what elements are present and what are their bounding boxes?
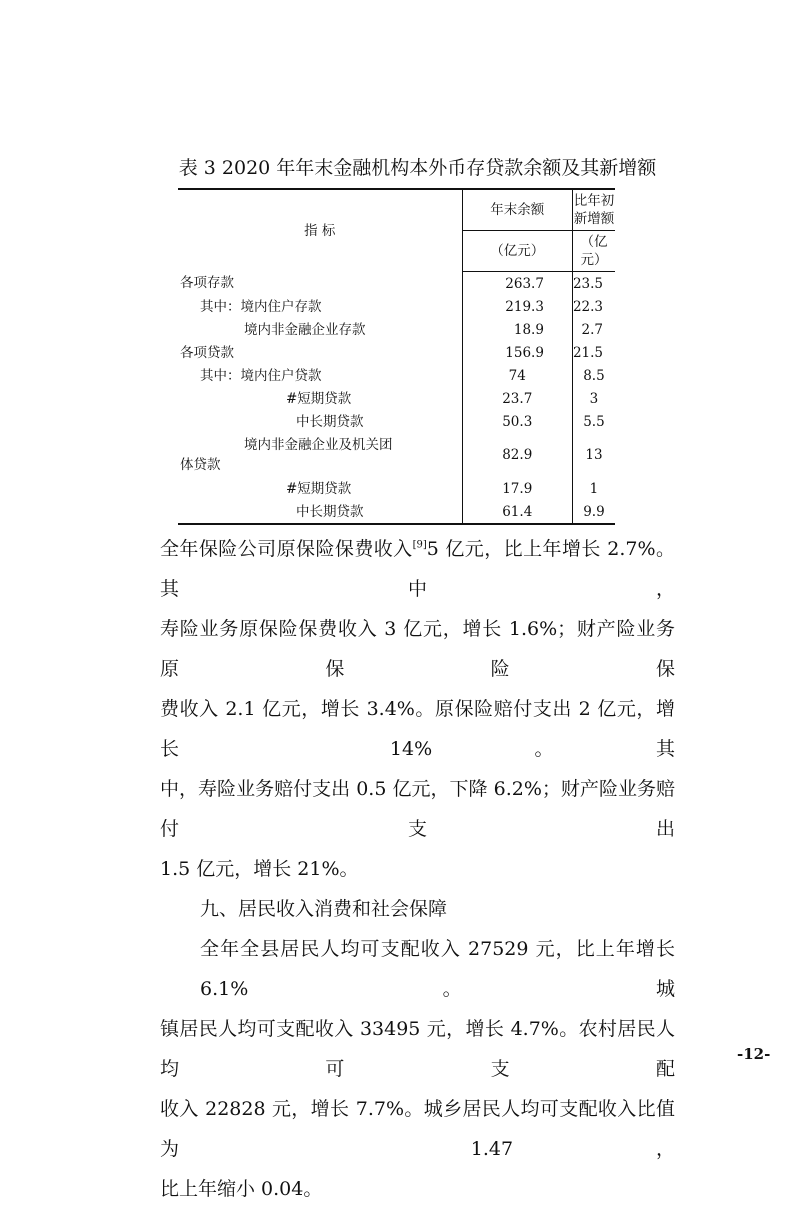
paragraph-insurance xyxy=(160,529,675,889)
row-label: 各项贷款 xyxy=(178,341,462,364)
text: 全年保险公司原保险保费收入 xyxy=(160,538,413,560)
paragraph-income xyxy=(160,929,675,1209)
table-row xyxy=(178,341,615,364)
cell: 22.3 xyxy=(572,298,603,315)
section-heading: 九、居民收入消费和社会保障 xyxy=(200,898,448,920)
cell: 21.5 xyxy=(572,344,603,361)
row-label: 其中：境内住户贷款 xyxy=(178,364,462,387)
header-unit: （亿元） xyxy=(462,231,572,272)
text-line xyxy=(160,529,675,609)
body-text xyxy=(160,529,675,1209)
cell: 18.9 xyxy=(462,318,572,341)
cell: 2.7 xyxy=(581,321,603,338)
cell: 1 xyxy=(589,480,599,497)
page-content xyxy=(160,0,675,1209)
cell: 82.9 xyxy=(462,433,572,477)
text: 5 亿元，比上年增长 2.7%。其中， xyxy=(160,538,675,600)
row-label: #短期贷款 xyxy=(178,387,462,410)
table-row xyxy=(178,387,615,410)
cell: 23.5 xyxy=(572,275,603,292)
row-label: 其中：境内住户存款 xyxy=(178,295,462,318)
header-unit: （亿元） xyxy=(572,231,615,272)
footnote-ref: [9] xyxy=(412,539,427,551)
page-number: -12- xyxy=(737,1045,771,1063)
row-label: 各项存款 xyxy=(178,272,462,296)
row-label xyxy=(178,433,462,477)
text-line: 比上年缩小 0.04。 xyxy=(160,1178,323,1200)
cell: 61.4 xyxy=(462,500,572,524)
header-increase: 比年初新增额 xyxy=(572,189,615,231)
cell: 219.3 xyxy=(462,295,572,318)
row-label-line: 境内非金融企业及机关团 xyxy=(244,437,393,453)
header-indicator: 指 标 xyxy=(178,189,462,272)
table-row xyxy=(178,272,615,296)
cell: 23.7 xyxy=(462,387,572,410)
cell: 8.5 xyxy=(583,367,605,384)
table-row xyxy=(178,295,615,318)
deposit-loan-table xyxy=(178,188,615,525)
text-line: 收入 22828 元，增长 7.7%。城乡居民人均可支配收入比值为 1.47， xyxy=(160,1098,675,1160)
cell: 263.7 xyxy=(462,272,572,296)
table-row xyxy=(178,318,615,341)
row-label: 中长期贷款 xyxy=(178,410,462,433)
text-line: 镇居民人均可支配收入 33495 元，增长 4.7%。农村居民人均可支配 xyxy=(160,1018,675,1080)
text-line: 全年全县居民人均可支配收入 27529 元，比上年增长 6.1%。城 xyxy=(200,938,675,1000)
cell: 13 xyxy=(585,447,603,463)
row-label: 中长期贷款 xyxy=(178,500,462,524)
text-line: 1.5 亿元，增长 21%。 xyxy=(160,858,359,880)
table-row xyxy=(178,410,615,433)
table-title: 表 3 2020 年年末金融机构本外币存贷款余额及其新增额 xyxy=(178,157,657,179)
cell: 50.3 xyxy=(462,410,572,433)
cell: 17.9 xyxy=(462,477,572,500)
table-row xyxy=(178,477,615,500)
cell: 9.9 xyxy=(583,503,605,520)
cell: 5.5 xyxy=(583,413,605,430)
table-row xyxy=(178,364,615,387)
header-year-end: 年末余额 xyxy=(462,189,572,231)
text-line: 中，寿险业务赔付支出 0.5 亿元，下降 6.2%；财产险业务赔付支出 xyxy=(160,778,675,840)
cell: 74 xyxy=(462,364,572,387)
table-row xyxy=(178,433,615,477)
cell: 3 xyxy=(589,390,599,407)
row-label-line: 体贷款 xyxy=(180,457,221,473)
row-label: #短期贷款 xyxy=(178,477,462,500)
row-label: 境内非金融企业存款 xyxy=(178,318,462,341)
text-line: 寿险业务原保险保费收入 3 亿元，增长 1.6%；财产险业务原保险保 xyxy=(160,618,675,680)
table-row xyxy=(178,500,615,524)
text-line: 费收入 2.1 亿元，增长 3.4%。原保险赔付支出 2 亿元，增长 14%。其 xyxy=(160,698,675,760)
cell: 156.9 xyxy=(462,341,572,364)
